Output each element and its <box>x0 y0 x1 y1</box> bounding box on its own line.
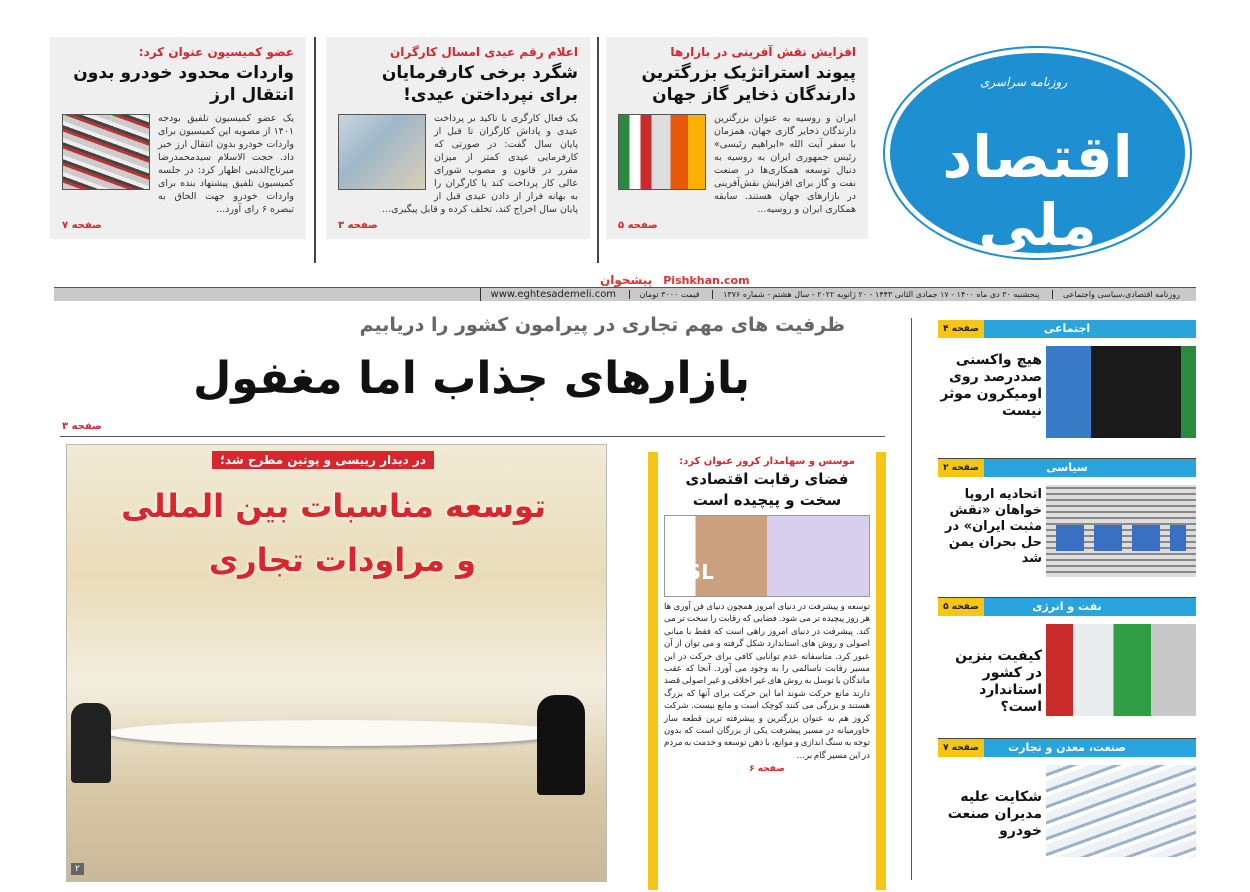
teaser-eidi[interactable] <box>326 37 590 239</box>
teaser-headline[interactable]: پیوند استراتژیک بزرگترین دارندگان ذخایر گاز جهان <box>641 63 856 105</box>
esl-logo: ESL <box>673 560 714 584</box>
section-label: سیاسی <box>1046 461 1088 474</box>
price: قیمت ۳۰۰۰ تومان <box>629 290 710 299</box>
interview-page[interactable]: صفحه ۶ <box>749 764 785 775</box>
sidebar-item-industry[interactable] <box>938 738 1196 863</box>
section-page[interactable]: صفحه ۵ <box>938 598 984 616</box>
teaser-page[interactable]: صفحه ۵ <box>618 220 658 231</box>
interview-body: توسعه و پیشرفت در دنیای امروز همچون دنیای فن آوری ها هر روز پیچیده تر می شود. فضایی که رقابت را سخت تر می کند. پیشرفت در دنیای امروز راهی است که فقط با مبانی اصولی و روش های استاندارد شکل گرفته و می توان از آن عبور کرد. متاسفانه عدم توانایی کافی برای حرکت در این مسیر رقابت ناسالمی را به وجود می آورد. آنجا که عقب ماندگان با توسل به روش های غیر اخلاقی و غیر اصولی قصد دارند مانع حرکت شوند اما این حرکت برای آنها که بزرگ هستند و بزرگی می کنند کوچک است و مانع نیست. شرکت کروز هم به عنوان بزرگترین و پیشرفته ترین قطعه ساز خاورمیانه در مسیر پیشرفت یکی از بزرگان است که بدون توجه به سنگ اندازی و موانع، با ذهن توسعه و خدمت به مردم در این مسیر گام بر... <box>664 602 870 761</box>
interview-box[interactable] <box>648 452 886 890</box>
person-left <box>71 703 111 783</box>
teaser-page[interactable]: صفحه ۷ <box>62 220 102 231</box>
interview-kicker: موسس و سهامدار کروز عنوان کرد: <box>679 456 855 467</box>
teaser-body: ایران و روسیه به عنوان بزرگترین دارندگان ذخایر گازی جهان، همزمان با سفر آیت الله «ابراهیم رئیسی» رئیس جمهوری ایران به روسیه به دنبال توسعه همکاری‌ها در صنعت نفت و گاز برای افزایش نقش‌آفرینی در بازارهای جهان هستند. سابقه همکاری ایران و روسیه... <box>714 113 856 215</box>
section-page[interactable]: صفحه ۲ <box>938 459 984 477</box>
sidebar-headline[interactable]: اتحادیه اروپا خواهان «نقش مثبت ایران» در حل بحران یمن شد <box>944 487 1042 566</box>
lead-headline[interactable]: بازارهای جذاب اما مغفول <box>193 353 750 404</box>
teaser-headline[interactable]: شگرد برخی کارفرمایان برای نپرداختن عیدی! <box>381 63 578 105</box>
sidebar-item-oil[interactable] <box>938 597 1196 722</box>
paper-section: روزنامه اقتصادی،سیاسی واجتماعی <box>1052 290 1190 299</box>
section-label: نفت و انرژی <box>1032 600 1102 613</box>
info-bar <box>54 287 1196 301</box>
issue-date: پنجشنبه ۳۰ دی ماه ۱۴۰۰ - ۱۷ جمادی الثانی ۱۴۴۳ - ۲۰ ژانویه ۲۰۲۲ - سال هشتم - شماره ۱۳۷۶ <box>712 290 1049 299</box>
lead-page[interactable]: صفحه ۳ <box>62 421 102 432</box>
divider <box>314 37 316 263</box>
photo-headline-2[interactable]: و مراودات تجاری <box>208 541 476 579</box>
teaser-cars[interactable] <box>50 37 306 239</box>
interview-headline-1[interactable]: فضای رقابت اقتصادی <box>685 470 849 488</box>
sidebar-item-politics[interactable] <box>938 458 1196 583</box>
section-page[interactable]: صفحه ۴ <box>938 320 984 338</box>
watermark-logo: پیشخوان Pishkhan.com <box>600 273 750 287</box>
interview-headline-2[interactable]: سخت و پیچیده است <box>692 491 842 509</box>
photo-headline-1[interactable]: توسعه مناسبات بین المللی <box>121 487 546 525</box>
section-label: صنعت، معدن و تجارت <box>1008 741 1126 754</box>
page-number-badge: ۲ <box>71 863 84 875</box>
column-rule <box>911 318 912 880</box>
website-link[interactable]: www.eghtesademeli.com <box>480 288 627 301</box>
parked-cars-photo <box>1046 765 1196 857</box>
sidebar-headline[interactable]: هیچ واکسنی صددرصد روی اومیکرون موثر نیست <box>940 352 1042 419</box>
interview-photo <box>664 515 870 597</box>
teaser-body: یک عضو کمیسیون تلفیق بودجه ۱۴۰۱ از مصوبه این کمیسیون برای واردات خودرو بدون انتقال ارز خبر داد. حجت الاسلام سیدمحمدرضا میرتاج‌الدینی اظهار کرد: در جلسه کمیسیون تلفیق پیشنهاد بنده برای واردات خودرو جهت الحاق به تبصره ۶ رای آورد... <box>158 113 294 215</box>
teaser-kicker: عضو کمیسیون عنوان کرد: <box>138 45 294 59</box>
teaser-kicker: افزایش نقش آفرینی در بازارها <box>670 45 856 59</box>
flag-flame-photo <box>618 114 706 190</box>
teaser-gas[interactable] <box>606 37 868 239</box>
eu-flags-photo <box>1046 485 1196 577</box>
divider <box>597 37 599 263</box>
sidebar-item-social[interactable] <box>938 320 1196 445</box>
lead-kicker: ظرفیت های مهم تجاری در پیرامون کشور را دریابیم <box>359 314 845 336</box>
sidebar-headline[interactable]: کیفیت بنزین در کشور استاندارد است؟ <box>955 648 1042 715</box>
cars-photo <box>62 114 150 190</box>
teaser-page[interactable]: صفحه ۳ <box>338 220 378 231</box>
photo-story[interactable] <box>66 444 607 882</box>
section-page[interactable]: صفحه ۷ <box>938 739 984 757</box>
masthead-logo <box>885 48 1190 258</box>
rule <box>60 436 885 437</box>
woman-photo <box>1046 346 1196 438</box>
banknotes-photo <box>338 114 426 190</box>
logo-text: اقتصاد ملی <box>942 123 1133 259</box>
teaser-kicker: اعلام رقم عیدی امسال کارگران <box>390 45 578 59</box>
photo-kicker: در دیدار رییسی و پوتین مطرح شد؛ <box>212 451 434 469</box>
section-label: اجتماعی <box>1043 322 1091 335</box>
meeting-table <box>107 720 567 746</box>
sidebar-headline[interactable]: شکایت علیه مدیران صنعت خودرو <box>947 789 1042 839</box>
teaser-headline[interactable]: واردات محدود خودرو بدون انتقال ارز <box>73 63 294 105</box>
logo-subtitle: روزنامه سراسری <box>980 75 1068 89</box>
fuel-nozzle-photo <box>1046 624 1196 716</box>
person-right <box>537 695 585 795</box>
teaser-body: یک فعال کارگری با تاکید بر پرداخت عیدی و پاداش کارگران تا قبل از پایان سال گفت: در صورتی که کارفرمایی عیدی کمتر از میزان مقرر در قانون و مصوب شورای عالی کار پرداخت کند یا کارگران را به بهانه فرار از دادن عیدی قبل از پایان سال اخراج کند، تخلف کرده و قابل پیگیری... <box>382 113 578 215</box>
